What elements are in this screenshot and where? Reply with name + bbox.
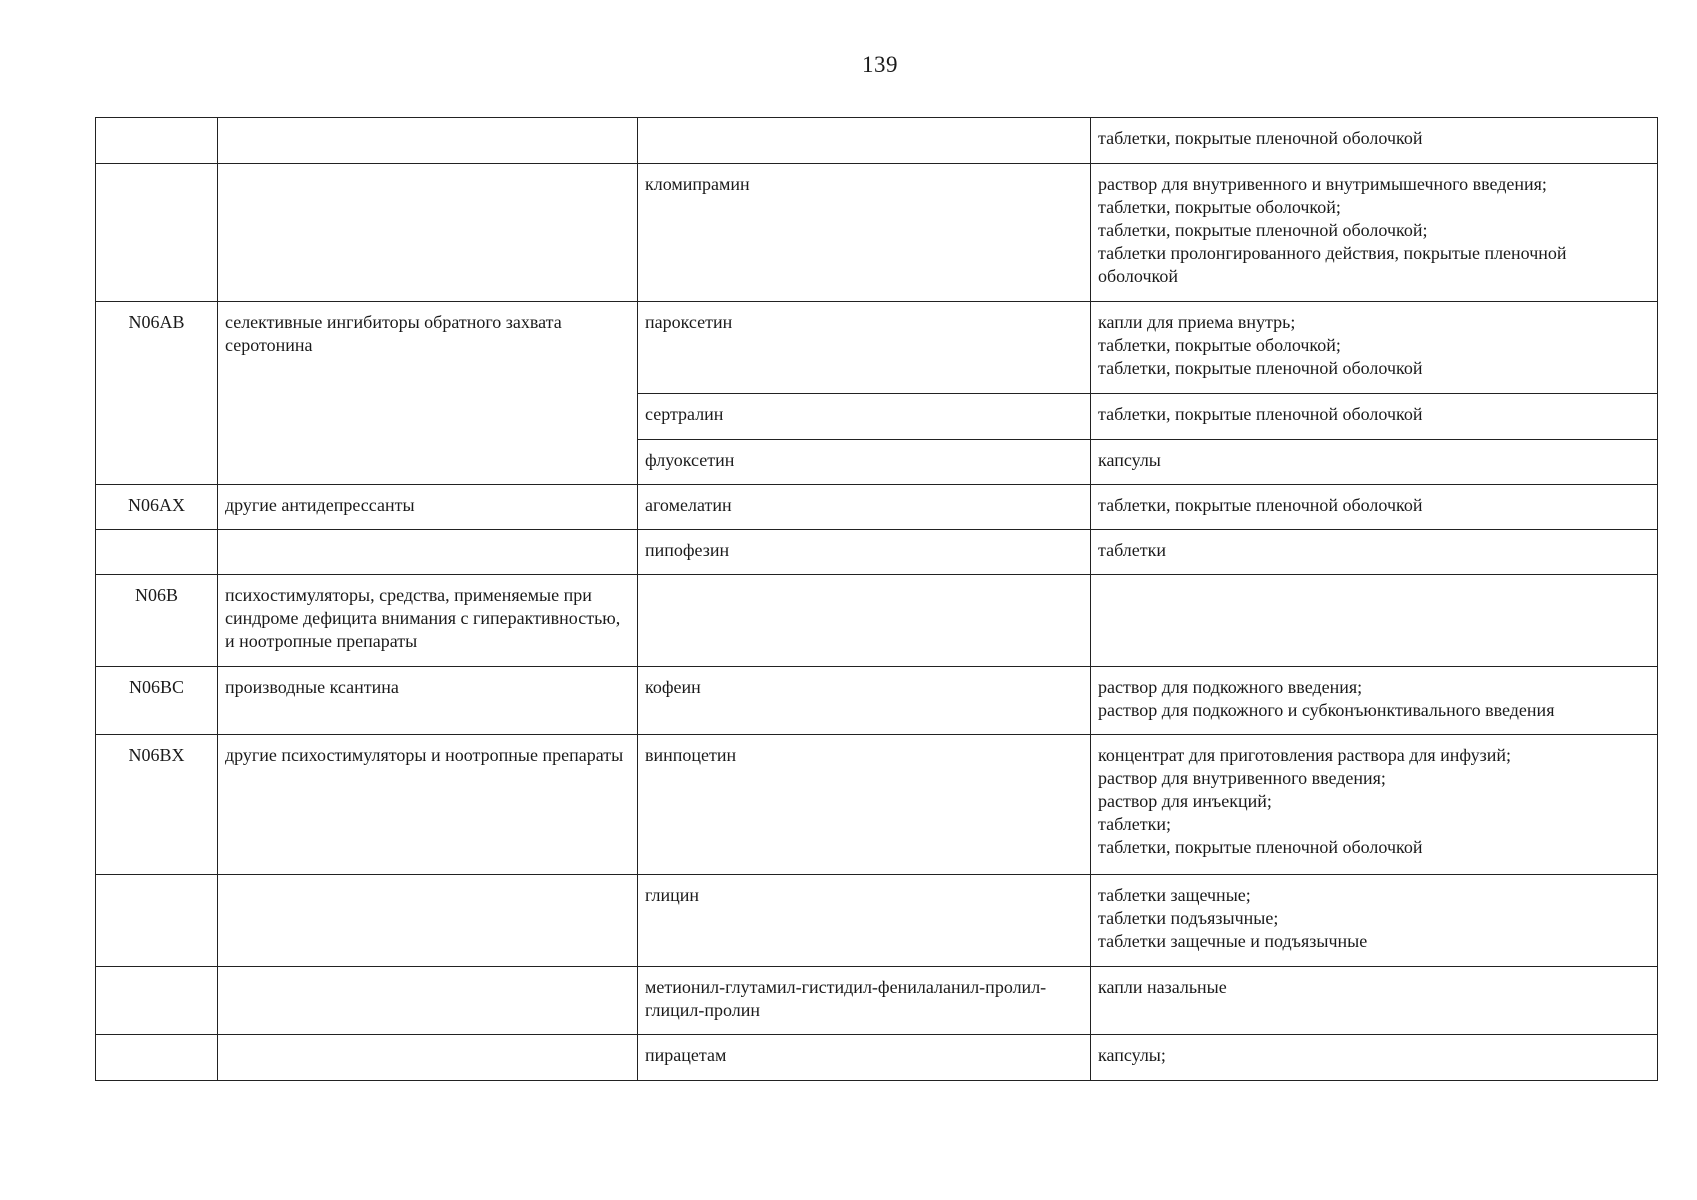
atc-group-cell: производные ксантина bbox=[218, 667, 638, 735]
atc-group-cell bbox=[218, 164, 638, 302]
atc-code-cell bbox=[96, 164, 218, 302]
dosage-forms-cell: капсулы bbox=[1091, 440, 1658, 485]
atc-code-cell: N06BX bbox=[96, 735, 218, 875]
drug-name-cell: пирацетам bbox=[638, 1035, 1091, 1081]
dosage-forms-cell: капли назальные bbox=[1091, 967, 1658, 1035]
table-row bbox=[96, 302, 1658, 394]
table-row bbox=[96, 875, 1658, 967]
table-row bbox=[96, 530, 1658, 575]
atc-group-cell bbox=[218, 1035, 638, 1081]
atc-group-cell: селективные ингибиторы обратного захвата серотонина bbox=[218, 302, 638, 485]
atc-group-cell: другие психостимуляторы и ноотропные препараты bbox=[218, 735, 638, 875]
atc-group-cell: психостимуляторы, средства, применяемые при синдроме дефицита внимания с гиперактивностью, и ноотропные препараты bbox=[218, 575, 638, 667]
atc-group-cell bbox=[218, 118, 638, 164]
drug-name-cell: сертралин bbox=[638, 394, 1091, 440]
drug-name-cell: флуоксетин bbox=[638, 440, 1091, 485]
table-row bbox=[96, 735, 1658, 875]
page-number: 139 bbox=[862, 52, 898, 77]
drug-name-cell: пароксетин bbox=[638, 302, 1091, 394]
drug-name-cell bbox=[638, 118, 1091, 164]
table-row bbox=[96, 118, 1658, 164]
table-row bbox=[96, 164, 1658, 302]
atc-group-cell bbox=[218, 875, 638, 967]
dosage-forms-cell: капли для приема внутрь; таблетки, покрытые оболочкой; таблетки, покрытые пленочной оболочкой bbox=[1091, 302, 1658, 394]
dosage-forms-cell bbox=[1091, 575, 1658, 667]
drug-name-cell: пипофезин bbox=[638, 530, 1091, 575]
dosage-forms-cell: таблетки защечные; таблетки подъязычные; таблетки защечные и подъязычные bbox=[1091, 875, 1658, 967]
dosage-forms-cell: таблетки, покрытые пленочной оболочкой bbox=[1091, 394, 1658, 440]
atc-code-cell: N06AB bbox=[96, 302, 218, 485]
atc-code-cell: N06BC bbox=[96, 667, 218, 735]
atc-code-cell bbox=[96, 1035, 218, 1081]
dosage-forms-cell: концентрат для приготовления раствора для инфузий; раствор для внутривенного введения; раствор для инъекций; таблетки; таблетки, покрытые пленочной оболочкой bbox=[1091, 735, 1658, 875]
dosage-forms-cell: капсулы; bbox=[1091, 1035, 1658, 1081]
dosage-forms-cell: таблетки, покрытые пленочной оболочкой bbox=[1091, 118, 1658, 164]
atc-group-cell bbox=[218, 530, 638, 575]
dosage-forms-cell: раствор для внутривенного и внутримышечного введения; таблетки, покрытые оболочкой; таблетки, покрытые пленочной оболочкой; таблетки пролонгированного действия, покрытые пленочной оболочкой bbox=[1091, 164, 1658, 302]
atc-code-cell: N06AX bbox=[96, 485, 218, 530]
atc-code-cell bbox=[96, 118, 218, 164]
drug-name-cell: метионил-глутамил-гистидил-фенилаланил-пролил-глицил-пролин bbox=[638, 967, 1091, 1035]
drug-name-cell: агомелатин bbox=[638, 485, 1091, 530]
atc-code-cell bbox=[96, 875, 218, 967]
dosage-forms-cell: таблетки, покрытые пленочной оболочкой bbox=[1091, 485, 1658, 530]
table-row bbox=[96, 1035, 1658, 1081]
dosage-forms-cell: таблетки bbox=[1091, 530, 1658, 575]
table-row bbox=[96, 667, 1658, 735]
dosage-forms-cell: раствор для подкожного введения; раствор для подкожного и субконъюнктивального введения bbox=[1091, 667, 1658, 735]
atc-group-cell: другие антидепрессанты bbox=[218, 485, 638, 530]
table-row bbox=[96, 967, 1658, 1035]
atc-group-cell bbox=[218, 967, 638, 1035]
medication-table bbox=[95, 117, 1658, 1081]
drug-name-cell: винпоцетин bbox=[638, 735, 1091, 875]
drug-name-cell: глицин bbox=[638, 875, 1091, 967]
atc-code-cell bbox=[96, 967, 218, 1035]
table-row bbox=[96, 575, 1658, 667]
drug-name-cell: кофеин bbox=[638, 667, 1091, 735]
atc-code-cell bbox=[96, 530, 218, 575]
atc-code-cell: N06B bbox=[96, 575, 218, 667]
drug-name-cell bbox=[638, 575, 1091, 667]
table-row bbox=[96, 485, 1658, 530]
drug-name-cell: кломипрамин bbox=[638, 164, 1091, 302]
